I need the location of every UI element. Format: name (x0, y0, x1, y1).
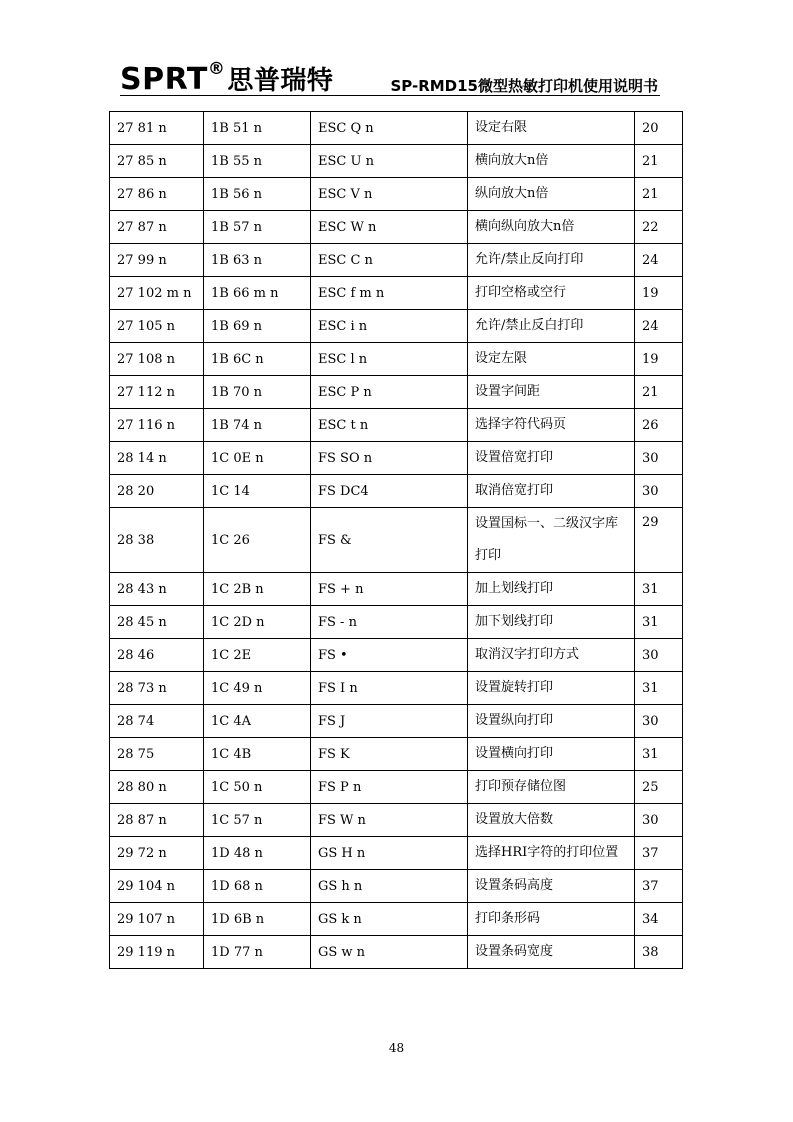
ascii-command-cell: FS J (311, 705, 468, 738)
decimal-code-cell: 27 116 n (110, 409, 204, 442)
table-row (110, 310, 683, 343)
page-ref-cell: 38 (635, 936, 683, 969)
ascii-command-cell: ESC i n (311, 310, 468, 343)
description-cell: 设定左限 (468, 343, 635, 376)
description-cell: 设置字间距 (468, 376, 635, 409)
document-title: SP-RMD15微型热敏打印机使用说明书 (390, 77, 658, 95)
description-cell: 打印条形码 (468, 903, 635, 936)
description-cell: 取消汉字打印方式 (468, 639, 635, 672)
description-cell: 设置旋转打印 (468, 672, 635, 705)
description-cell: 允许/禁止反向打印 (468, 244, 635, 277)
page-ref-cell: 26 (635, 409, 683, 442)
page-ref-cell: 21 (635, 178, 683, 211)
page-ref-cell: 30 (635, 804, 683, 837)
page-ref-cell: 31 (635, 738, 683, 771)
description-cell: 加上划线打印 (468, 573, 635, 606)
decimal-code-cell: 28 80 n (110, 771, 204, 804)
table-row (110, 343, 683, 376)
ascii-command-cell: ESC l n (311, 343, 468, 376)
page-ref-cell: 31 (635, 672, 683, 705)
page-ref-cell: 21 (635, 145, 683, 178)
description-cell: 选择HRI字符的打印位置 (468, 837, 635, 870)
hex-code-cell: 1C 0E n (204, 442, 311, 475)
decimal-code-cell: 28 75 (110, 738, 204, 771)
description-cell: 取消倍宽打印 (468, 475, 635, 508)
hex-code-cell: 1B 56 n (204, 178, 311, 211)
table-row (110, 475, 683, 508)
table-row (110, 804, 683, 837)
ascii-command-cell: ESC C n (311, 244, 468, 277)
hex-code-cell: 1B 63 n (204, 244, 311, 277)
table-row (110, 705, 683, 738)
description-cell: 设置条码宽度 (468, 936, 635, 969)
ascii-command-cell: FS W n (311, 804, 468, 837)
table-row (110, 606, 683, 639)
decimal-code-cell: 27 99 n (110, 244, 204, 277)
hex-code-cell: 1D 68 n (204, 870, 311, 903)
ascii-command-cell: FS - n (311, 606, 468, 639)
ascii-command-cell: GS H n (311, 837, 468, 870)
description-cell: 允许/禁止反白打印 (468, 310, 635, 343)
hex-code-cell: 1C 14 (204, 475, 311, 508)
page-ref-cell: 19 (635, 343, 683, 376)
table-row (110, 903, 683, 936)
description-cell: 打印空格或空行 (468, 277, 635, 310)
page-ref-cell: 30 (635, 639, 683, 672)
ascii-command-cell: FS P n (311, 771, 468, 804)
header-rule (120, 95, 660, 96)
description-cell: 设置倍宽打印 (468, 442, 635, 475)
hex-code-cell: 1B 51 n (204, 112, 311, 145)
hex-code-cell: 1D 6B n (204, 903, 311, 936)
table-row (110, 145, 683, 178)
brand-name-cn: 思普瑞特 (227, 66, 334, 96)
hex-code-cell: 1C 2D n (204, 606, 311, 639)
ascii-command-cell: ESC Q n (311, 112, 468, 145)
decimal-code-cell: 28 14 n (110, 442, 204, 475)
hex-code-cell: 1D 48 n (204, 837, 311, 870)
description-cell: 纵向放大n倍 (468, 178, 635, 211)
hex-code-cell: 1C 4B (204, 738, 311, 771)
page-ref-cell: 22 (635, 211, 683, 244)
description-cell: 横向放大n倍 (468, 145, 635, 178)
page-ref-cell: 31 (635, 606, 683, 639)
page-ref-cell: 30 (635, 442, 683, 475)
page-ref-cell: 24 (635, 310, 683, 343)
ascii-command-cell: ESC U n (311, 145, 468, 178)
page-number: 48 (388, 1041, 405, 1055)
decimal-code-cell: 27 102 m n (110, 277, 204, 310)
hex-code-cell: 1C 4A (204, 705, 311, 738)
page-ref-cell: 37 (635, 837, 683, 870)
ascii-command-cell: FS DC4 (311, 475, 468, 508)
description-cell: 横向纵向放大n倍 (468, 211, 635, 244)
hex-code-cell: 1B 57 n (204, 211, 311, 244)
description-cell: 加下划线打印 (468, 606, 635, 639)
hex-code-cell: 1C 50 n (204, 771, 311, 804)
decimal-code-cell: 27 81 n (110, 112, 204, 145)
decimal-code-cell: 28 20 (110, 475, 204, 508)
registered-mark: ® (207, 59, 226, 79)
hex-code-cell: 1D 77 n (204, 936, 311, 969)
ascii-command-cell: ESC W n (311, 211, 468, 244)
decimal-code-cell: 28 46 (110, 639, 204, 672)
ascii-command-cell: FS K (311, 738, 468, 771)
table-row (110, 936, 683, 969)
page-ref-cell: 19 (635, 277, 683, 310)
table-row (110, 639, 683, 672)
hex-code-cell: 1B 74 n (204, 409, 311, 442)
table-row (110, 376, 683, 409)
description-cell: 选择字符代码页 (468, 409, 635, 442)
page-ref-cell: 21 (635, 376, 683, 409)
page-header (120, 58, 660, 98)
decimal-code-cell: 28 38 (110, 508, 204, 573)
ascii-command-cell: FS + n (311, 573, 468, 606)
table-row (110, 870, 683, 903)
description-cell: 打印预存储位图 (468, 771, 635, 804)
table-row (110, 409, 683, 442)
decimal-code-cell: 27 87 n (110, 211, 204, 244)
hex-code-cell: 1B 69 n (204, 310, 311, 343)
page-ref-cell: 20 (635, 112, 683, 145)
ascii-command-cell: ESC V n (311, 178, 468, 211)
brand-name: SPRT (120, 62, 208, 97)
hex-code-cell: 1C 2B n (204, 573, 311, 606)
table-row (110, 112, 683, 145)
page-ref-cell: 34 (635, 903, 683, 936)
description-cell: 设置条码高度 (468, 870, 635, 903)
ascii-command-cell: FS & (311, 508, 468, 573)
table-row (110, 837, 683, 870)
decimal-code-cell: 28 43 n (110, 573, 204, 606)
ascii-command-cell: GS w n (311, 936, 468, 969)
description-cell: 设置国标一、二级汉字库打印 (468, 508, 635, 573)
table-row (110, 442, 683, 475)
decimal-code-cell: 28 73 n (110, 672, 204, 705)
table-row (110, 771, 683, 804)
ascii-command-cell: FS • (311, 639, 468, 672)
page-ref-cell: 30 (635, 475, 683, 508)
table-row (110, 672, 683, 705)
hex-code-cell: 1B 6C n (204, 343, 311, 376)
table-row (110, 277, 683, 310)
description-cell: 设定右限 (468, 112, 635, 145)
ascii-command-cell: FS SO n (311, 442, 468, 475)
page-ref-cell: 30 (635, 705, 683, 738)
decimal-code-cell: 27 86 n (110, 178, 204, 211)
description-cell: 设置纵向打印 (468, 705, 635, 738)
page-ref-cell: 29 (635, 508, 683, 573)
hex-code-cell: 1C 49 n (204, 672, 311, 705)
page-ref-cell: 25 (635, 771, 683, 804)
hex-code-cell: 1C 2E (204, 639, 311, 672)
command-table (109, 111, 683, 969)
decimal-code-cell: 28 45 n (110, 606, 204, 639)
hex-code-cell: 1C 57 n (204, 804, 311, 837)
decimal-code-cell: 27 105 n (110, 310, 204, 343)
table-row (110, 738, 683, 771)
decimal-code-cell: 27 85 n (110, 145, 204, 178)
table-row (110, 211, 683, 244)
hex-code-cell: 1C 26 (204, 508, 311, 573)
ascii-command-cell: GS h n (311, 870, 468, 903)
table-row (110, 573, 683, 606)
description-cell: 设置放大倍数 (468, 804, 635, 837)
ascii-command-cell: ESC P n (311, 376, 468, 409)
decimal-code-cell: 29 107 n (110, 903, 204, 936)
ascii-command-cell: FS I n (311, 672, 468, 705)
decimal-code-cell: 29 72 n (110, 837, 204, 870)
table-row (110, 178, 683, 211)
brand-logo (120, 60, 333, 97)
decimal-code-cell: 27 112 n (110, 376, 204, 409)
command-table-body (110, 112, 683, 969)
decimal-code-cell: 28 87 n (110, 804, 204, 837)
ascii-command-cell: ESC f m n (311, 277, 468, 310)
table-row (110, 244, 683, 277)
decimal-code-cell: 29 104 n (110, 870, 204, 903)
page-ref-cell: 24 (635, 244, 683, 277)
hex-code-cell: 1B 70 n (204, 376, 311, 409)
decimal-code-cell: 28 74 (110, 705, 204, 738)
table-row (110, 508, 683, 573)
page-ref-cell: 31 (635, 573, 683, 606)
hex-code-cell: 1B 66 m n (204, 277, 311, 310)
description-cell: 设置横向打印 (468, 738, 635, 771)
decimal-code-cell: 27 108 n (110, 343, 204, 376)
hex-code-cell: 1B 55 n (204, 145, 311, 178)
decimal-code-cell: 29 119 n (110, 936, 204, 969)
ascii-command-cell: GS k n (311, 903, 468, 936)
page-ref-cell: 37 (635, 870, 683, 903)
ascii-command-cell: ESC t n (311, 409, 468, 442)
